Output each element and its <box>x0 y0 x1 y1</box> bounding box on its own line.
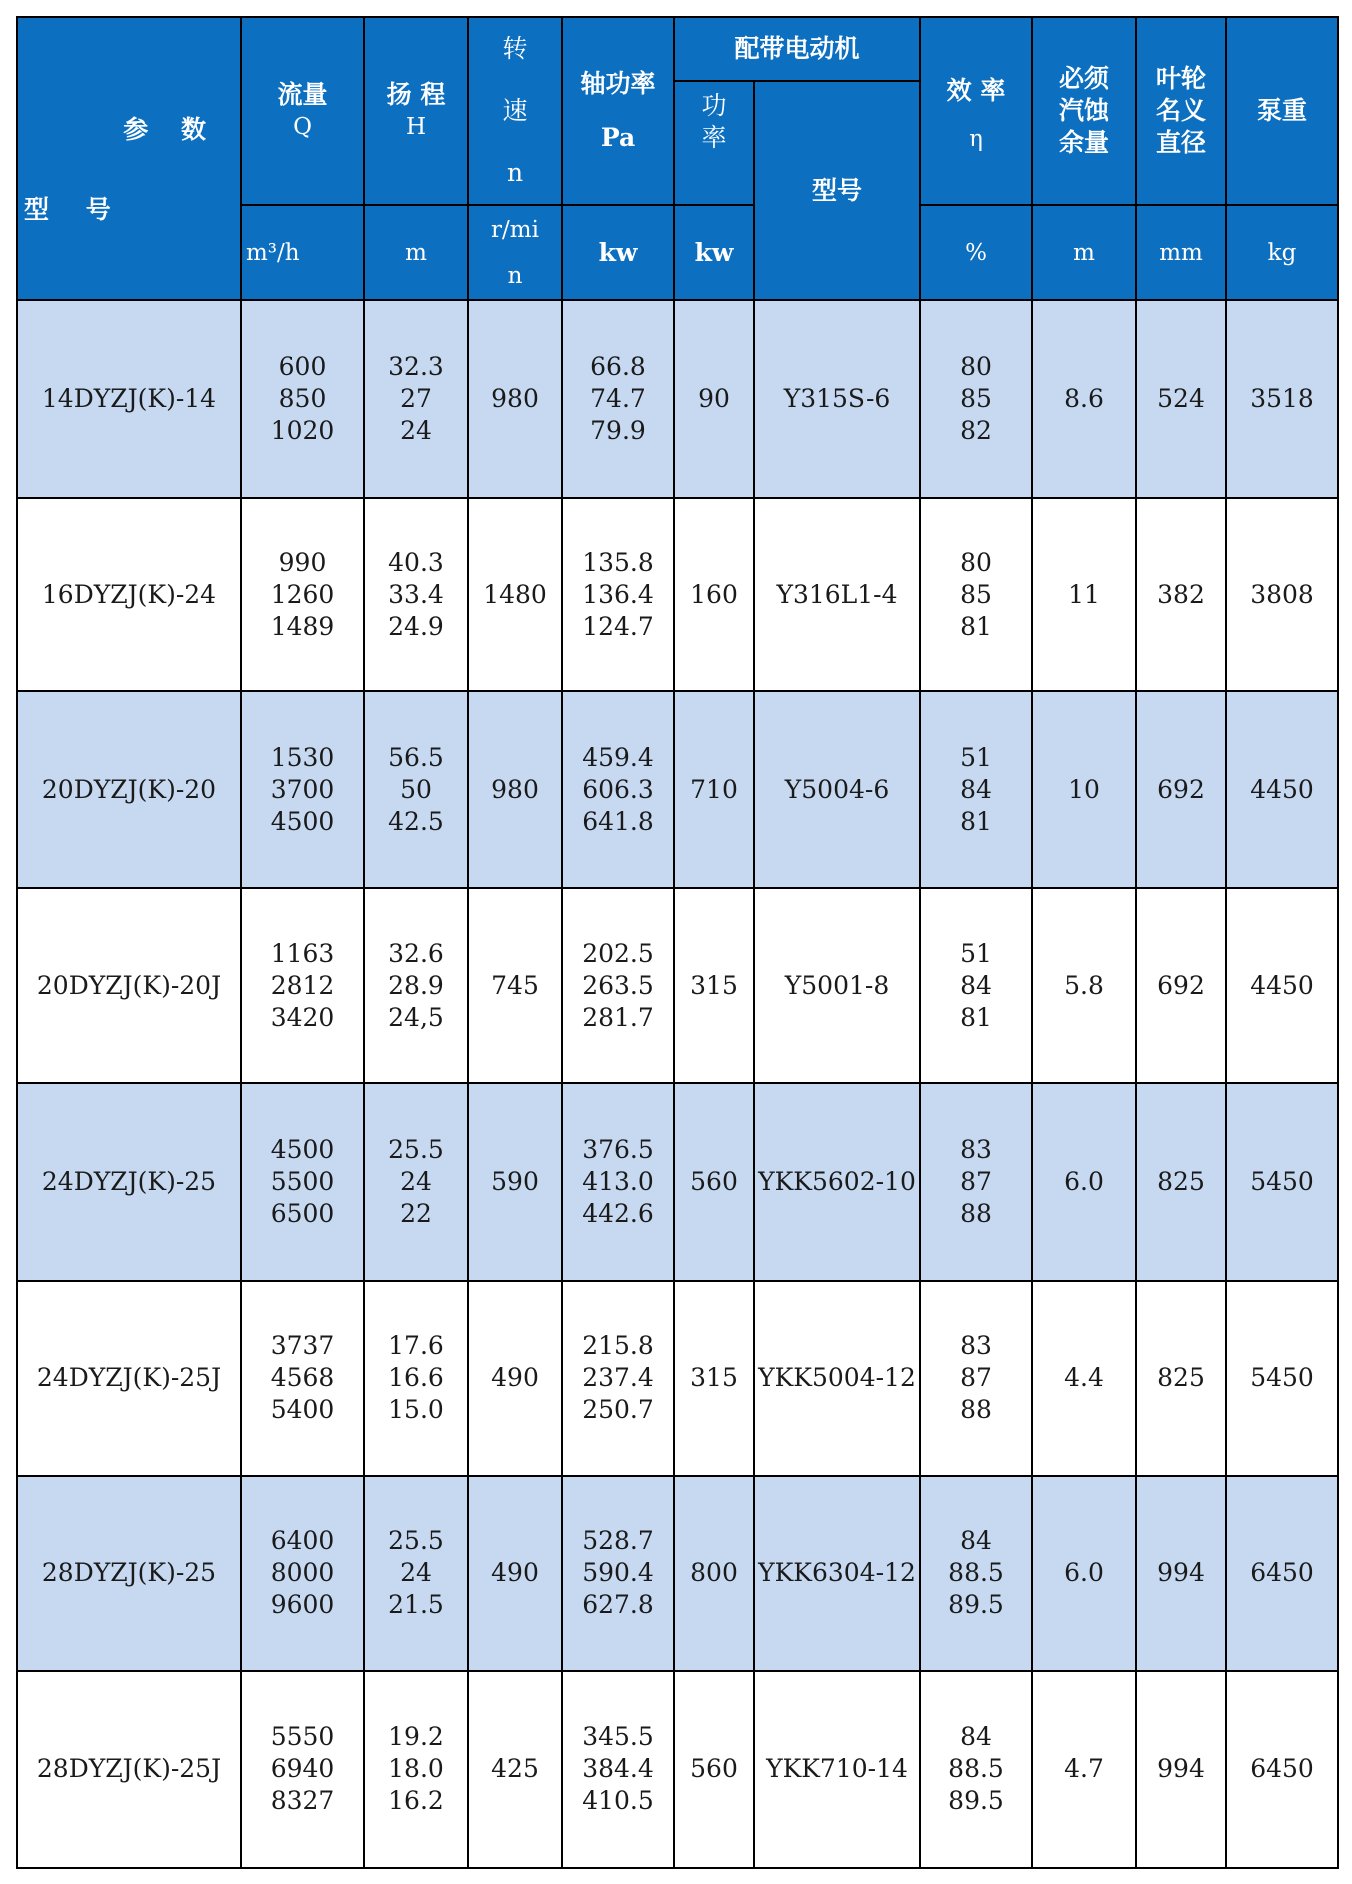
shaft-power-cell-value: 590.4 <box>582 1558 654 1588</box>
shaft-power-cell <box>562 300 674 498</box>
weight-cell: 4450 <box>1226 888 1338 1083</box>
shaft-power-cell-value: 74.7 <box>590 384 646 414</box>
npsh-cell: 5.8 <box>1032 888 1136 1083</box>
efficiency-cell-value: 51 <box>960 938 992 968</box>
shaft-power-cell-value: 79.9 <box>590 416 646 446</box>
table-body <box>17 300 1338 1868</box>
shaft-power-cell-value: 263.5 <box>582 970 654 1000</box>
flow-cell <box>241 1083 364 1280</box>
flow-cell <box>241 888 364 1083</box>
motor-model-cell: Y5004-6 <box>754 691 920 888</box>
efficiency-cell-value: 83 <box>960 1135 992 1165</box>
motor-model-header: 型号 <box>754 81 920 300</box>
head-cell <box>364 691 468 888</box>
motor-model-cell: Y316L1-4 <box>754 498 920 691</box>
model-cell: 28DYZJ(K)-25 <box>17 1476 241 1671</box>
efficiency-cell-value: 81 <box>960 611 992 641</box>
impeller-cell: 825 <box>1136 1083 1226 1280</box>
efficiency-cell-value: 87 <box>960 1167 992 1197</box>
speed-unit-1: r/mi <box>491 216 539 243</box>
efficiency-cell-value: 80 <box>960 352 992 382</box>
flow-cell-value: 3420 <box>270 1002 335 1032</box>
head-cell-value: 24 <box>400 1167 432 1197</box>
flow-cell <box>241 691 364 888</box>
npsh-cell: 6.0 <box>1032 1476 1136 1671</box>
head-unit: m <box>364 205 468 300</box>
motor-group-header: 配带电动机 <box>674 17 920 81</box>
npsh-cell: 4.7 <box>1032 1671 1136 1868</box>
head-cell-value: 40.3 <box>388 547 444 577</box>
impeller-cell: 692 <box>1136 691 1226 888</box>
head-cell <box>364 1476 468 1671</box>
table-row <box>17 300 1338 498</box>
motor-power-cell: 710 <box>674 691 754 888</box>
speed-cell: 980 <box>468 691 562 888</box>
motor-power-cell: 800 <box>674 1476 754 1671</box>
head-cell <box>364 888 468 1083</box>
motor-power-name-1: 功 <box>701 91 727 120</box>
shaft-power-name: 轴功率 <box>580 69 656 98</box>
weight-cell: 3808 <box>1226 498 1338 691</box>
weight-cell: 5450 <box>1226 1083 1338 1280</box>
head-cell-value: 21.5 <box>388 1590 444 1620</box>
head-cell <box>364 1281 468 1476</box>
shaft-power-cell-value: 376.5 <box>582 1135 654 1165</box>
flow-cell-value: 9600 <box>270 1590 335 1620</box>
table-row <box>17 1476 1338 1671</box>
head-cell-value: 50 <box>400 774 432 804</box>
model-cell: 20DYZJ(K)-20J <box>17 888 241 1083</box>
efficiency-cell-value: 88.5 <box>948 1558 1004 1588</box>
efficiency-cell-value: 83 <box>960 1331 992 1361</box>
efficiency-cell <box>920 1476 1032 1671</box>
shaft-power-cell-value: 413.0 <box>582 1167 654 1197</box>
flow-cell-value: 3737 <box>270 1331 335 1361</box>
motor-power-header <box>674 81 754 205</box>
speed-unit <box>468 205 562 300</box>
shaft-power-cell <box>562 888 674 1083</box>
flow-cell-value: 1530 <box>270 742 335 772</box>
speed-symbol: n <box>506 158 524 187</box>
npsh-cell: 11 <box>1032 498 1136 691</box>
motor-power-cell: 90 <box>674 300 754 498</box>
head-cell-value: 16.2 <box>388 1786 444 1816</box>
speed-cell: 1480 <box>468 498 562 691</box>
efficiency-cell-value: 89.5 <box>948 1786 1004 1816</box>
efficiency-cell-value: 82 <box>960 416 992 446</box>
motor-model-cell: YKK710-14 <box>754 1671 920 1868</box>
shaft-power-cell-value: 136.4 <box>582 579 654 609</box>
efficiency-cell-value: 51 <box>960 742 992 772</box>
npsh-line1: 必须 <box>1059 64 1110 93</box>
efficiency-cell-value: 88.5 <box>948 1754 1004 1784</box>
efficiency-cell-value: 85 <box>960 579 992 609</box>
efficiency-cell-value: 81 <box>960 1002 992 1032</box>
npsh-cell: 10 <box>1032 691 1136 888</box>
weight-cell: 3518 <box>1226 300 1338 498</box>
motor-power-name-2: 率 <box>701 123 727 152</box>
efficiency-cell-value: 88 <box>960 1199 992 1229</box>
shaft-power-cell <box>562 1281 674 1476</box>
head-cell-value: 25.5 <box>388 1135 444 1165</box>
motor-model-cell: Y315S-6 <box>754 300 920 498</box>
motor-model-cell: YKK5004-12 <box>754 1281 920 1476</box>
model-label: 型 号 <box>24 195 125 224</box>
efficiency-name: 效 率 <box>946 76 1006 105</box>
head-cell-value: 32.3 <box>388 352 444 382</box>
model-cell: 24DYZJ(K)-25 <box>17 1083 241 1280</box>
shaft-power-cell-value: 215.8 <box>582 1331 654 1361</box>
table-row <box>17 1083 1338 1280</box>
head-cell-value: 28.9 <box>388 970 444 1000</box>
motor-model-cell: YKK5602-10 <box>754 1083 920 1280</box>
motor-power-cell: 560 <box>674 1083 754 1280</box>
weight-cell: 6450 <box>1226 1476 1338 1671</box>
model-cell: 28DYZJ(K)-25J <box>17 1671 241 1868</box>
shaft-power-header <box>562 17 674 205</box>
impeller-line1: 叶轮 <box>1156 64 1207 93</box>
flow-cell-value: 1489 <box>270 611 335 641</box>
efficiency-cell-value: 84 <box>960 1526 992 1556</box>
shaft-power-cell-value: 442.6 <box>582 1199 654 1229</box>
efficiency-cell-value: 88 <box>960 1395 992 1425</box>
efficiency-cell <box>920 691 1032 888</box>
head-cell-value: 33.4 <box>388 579 444 609</box>
shaft-power-cell-value: 345.5 <box>582 1722 654 1752</box>
shaft-power-cell-value: 135.8 <box>582 547 654 577</box>
head-symbol: H <box>405 114 427 140</box>
speed-cell: 980 <box>468 300 562 498</box>
impeller-cell: 692 <box>1136 888 1226 1083</box>
flow-cell-value: 1260 <box>270 579 335 609</box>
efficiency-cell-value: 81 <box>960 806 992 836</box>
shaft-power-cell <box>562 691 674 888</box>
head-name: 扬 程 <box>386 80 446 109</box>
efficiency-cell-value: 84 <box>960 970 992 1000</box>
head-cell-value: 24 <box>400 1558 432 1588</box>
flow-unit: m³/h <box>241 205 364 300</box>
flow-cell <box>241 498 364 691</box>
flow-cell-value: 6400 <box>270 1526 335 1556</box>
flow-cell-value: 5550 <box>270 1722 335 1752</box>
impeller-cell: 524 <box>1136 300 1226 498</box>
npsh-line3: 余量 <box>1059 128 1110 157</box>
head-cell-value: 24,5 <box>388 1002 444 1032</box>
head-cell-value: 27 <box>400 384 432 414</box>
head-cell-value: 24 <box>400 416 432 446</box>
efficiency-cell-value: 89.5 <box>948 1590 1004 1620</box>
speed-name-2: 速 <box>502 96 528 125</box>
impeller-line2: 名义 <box>1156 96 1207 125</box>
shaft-power-cell-value: 384.4 <box>582 1754 654 1784</box>
shaft-power-cell <box>562 498 674 691</box>
table-row <box>17 498 1338 691</box>
shaft-power-cell-value: 202.5 <box>582 938 654 968</box>
head-cell-value: 15.0 <box>388 1395 444 1425</box>
flow-cell-value: 8000 <box>270 1558 335 1588</box>
shaft-power-cell-value: 528.7 <box>582 1526 654 1556</box>
efficiency-cell <box>920 1671 1032 1868</box>
table-row <box>17 1281 1338 1476</box>
speed-cell: 490 <box>468 1281 562 1476</box>
efficiency-cell-value: 80 <box>960 547 992 577</box>
impeller-cell: 825 <box>1136 1281 1226 1476</box>
shaft-power-cell-value: 459.4 <box>582 742 654 772</box>
impeller-cell: 382 <box>1136 498 1226 691</box>
motor-power-cell: 160 <box>674 498 754 691</box>
impeller-header <box>1136 17 1226 205</box>
shaft-power-symbol: Pa <box>600 123 636 152</box>
head-cell <box>364 1083 468 1280</box>
npsh-header <box>1032 17 1136 205</box>
flow-cell-value: 600 <box>278 352 327 382</box>
flow-cell-value: 5500 <box>270 1167 335 1197</box>
model-cell: 14DYZJ(K)-14 <box>17 300 241 498</box>
efficiency-header <box>920 17 1032 205</box>
table-row <box>17 691 1338 888</box>
efficiency-cell-value: 85 <box>960 384 992 414</box>
speed-cell: 425 <box>468 1671 562 1868</box>
flow-cell <box>241 1671 364 1868</box>
shaft-power-cell-value: 66.8 <box>590 352 646 382</box>
flow-cell-value: 1020 <box>270 416 335 446</box>
efficiency-cell <box>920 300 1032 498</box>
npsh-cell: 8.6 <box>1032 300 1136 498</box>
weight-header: 泵重 <box>1226 17 1338 205</box>
table-header <box>17 17 1338 300</box>
shaft-power-cell <box>562 1083 674 1280</box>
flow-cell-value: 6940 <box>270 1754 335 1784</box>
motor-power-cell: 315 <box>674 1281 754 1476</box>
shaft-power-cell-value: 281.7 <box>582 1002 654 1032</box>
flow-cell-value: 4500 <box>270 806 335 836</box>
pump-spec-table <box>16 16 1339 1869</box>
flow-cell <box>241 300 364 498</box>
speed-cell: 490 <box>468 1476 562 1671</box>
shaft-power-cell <box>562 1671 674 1868</box>
model-cell: 16DYZJ(K)-24 <box>17 498 241 691</box>
model-cell: 20DYZJ(K)-20 <box>17 691 241 888</box>
corner-header-cell <box>17 17 241 300</box>
impeller-cell: 994 <box>1136 1476 1226 1671</box>
shaft-power-unit: kw <box>562 205 674 300</box>
flow-cell-value: 6500 <box>270 1199 335 1229</box>
impeller-line3: 直径 <box>1156 128 1207 157</box>
flow-cell-value: 3700 <box>270 774 335 804</box>
head-cell-value: 42.5 <box>388 806 444 836</box>
shaft-power-cell-value: 124.7 <box>582 611 654 641</box>
speed-name-1: 转 <box>502 34 528 63</box>
head-cell-value: 17.6 <box>388 1331 444 1361</box>
head-cell-value: 32.6 <box>388 938 444 968</box>
shaft-power-cell-value: 410.5 <box>582 1786 654 1816</box>
flow-cell-value: 2812 <box>270 970 335 1000</box>
impeller-cell: 994 <box>1136 1671 1226 1868</box>
head-cell-value: 16.6 <box>388 1363 444 1393</box>
efficiency-cell <box>920 1281 1032 1476</box>
flow-cell <box>241 1281 364 1476</box>
table-row <box>17 1671 1338 1868</box>
efficiency-cell <box>920 888 1032 1083</box>
head-cell-value: 25.5 <box>388 1526 444 1556</box>
head-cell-value: 24.9 <box>388 611 444 641</box>
speed-cell: 590 <box>468 1083 562 1280</box>
head-cell-value: 56.5 <box>388 742 444 772</box>
head-cell-value: 18.0 <box>388 1754 444 1784</box>
efficiency-unit: % <box>920 205 1032 300</box>
npsh-unit: m <box>1032 205 1136 300</box>
head-cell <box>364 300 468 498</box>
shaft-power-cell-value: 250.7 <box>582 1395 654 1425</box>
weight-cell: 5450 <box>1226 1281 1338 1476</box>
speed-header <box>468 17 562 205</box>
flow-header <box>241 17 364 205</box>
flow-cell-value: 8327 <box>270 1786 335 1816</box>
flow-cell-value: 4568 <box>270 1363 335 1393</box>
weight-cell: 6450 <box>1226 1671 1338 1868</box>
speed-unit-2: n <box>507 262 523 289</box>
weight-unit: kg <box>1226 205 1338 300</box>
npsh-cell: 6.0 <box>1032 1083 1136 1280</box>
impeller-unit: mm <box>1136 205 1226 300</box>
model-cell: 24DYZJ(K)-25J <box>17 1281 241 1476</box>
weight-cell: 4450 <box>1226 691 1338 888</box>
efficiency-cell-value: 84 <box>960 774 992 804</box>
head-header <box>364 17 468 205</box>
efficiency-cell-value: 84 <box>960 1722 992 1752</box>
head-cell <box>364 1671 468 1868</box>
flow-symbol: Q <box>293 114 312 140</box>
motor-model-cell: YKK6304-12 <box>754 1476 920 1671</box>
head-cell-value: 22 <box>400 1199 432 1229</box>
shaft-power-cell-value: 237.4 <box>582 1363 654 1393</box>
shaft-power-cell-value: 606.3 <box>582 774 654 804</box>
npsh-line2: 汽蚀 <box>1059 96 1110 125</box>
efficiency-symbol: η <box>969 126 983 152</box>
flow-cell-value: 990 <box>278 547 327 577</box>
motor-power-unit: kw <box>674 205 754 300</box>
flow-cell-value: 850 <box>278 384 327 414</box>
head-cell <box>364 498 468 691</box>
flow-cell-value: 5400 <box>270 1395 335 1425</box>
shaft-power-cell <box>562 1476 674 1671</box>
motor-power-cell: 560 <box>674 1671 754 1868</box>
shaft-power-cell-value: 641.8 <box>582 806 654 836</box>
flow-cell-value: 4500 <box>270 1135 335 1165</box>
param-label: 参 数 <box>123 115 218 144</box>
flow-cell-value: 1163 <box>270 938 335 968</box>
speed-cell: 745 <box>468 888 562 1083</box>
efficiency-cell-value: 87 <box>960 1363 992 1393</box>
efficiency-cell <box>920 1083 1032 1280</box>
npsh-cell: 4.4 <box>1032 1281 1136 1476</box>
motor-model-cell: Y5001-8 <box>754 888 920 1083</box>
head-cell-value: 19.2 <box>388 1722 444 1752</box>
flow-name: 流量 <box>277 80 328 109</box>
motor-power-cell: 315 <box>674 888 754 1083</box>
efficiency-cell <box>920 498 1032 691</box>
shaft-power-cell-value: 627.8 <box>582 1590 654 1620</box>
table-row <box>17 888 1338 1083</box>
flow-cell <box>241 1476 364 1671</box>
